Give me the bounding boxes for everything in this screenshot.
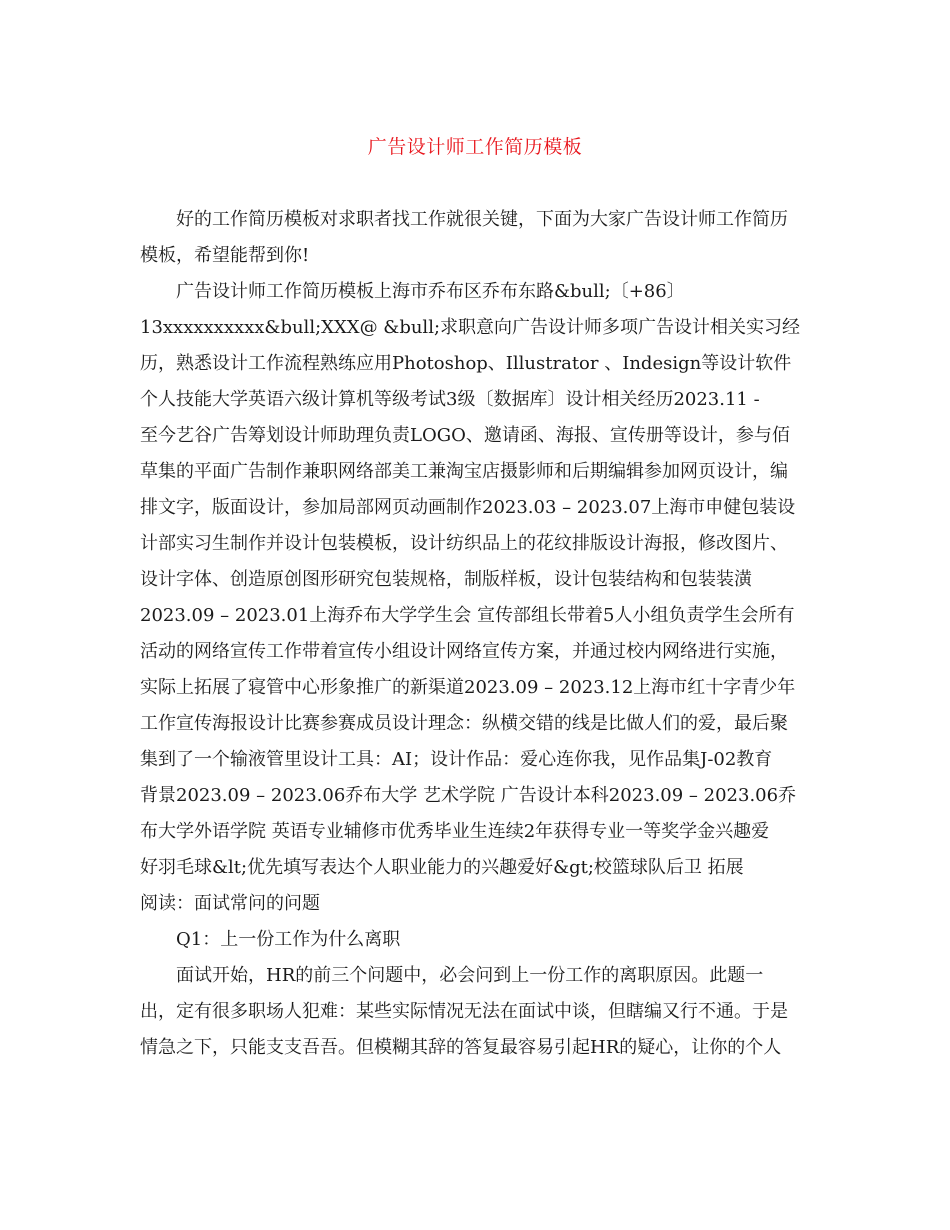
- paragraph-line: 实际上拓展了寝管中心形象推广的新渠道2023.09 – 2023.12上海市红十字青少年: [140, 677, 796, 698]
- paragraph-line: 计部实习生制作并设计包装模板，设计纺织品上的花纹排版设计海报，修改图片、: [140, 533, 788, 554]
- paragraph-line: 至今艺谷广告筹划设计师助理负责LOGO、邀请函、海报、宣传册等设计，参与佰: [140, 425, 790, 446]
- paragraph-line: 个人技能大学英语六级计算机等级考试3级〔数据库〕设计相关经历2023.11 -: [140, 389, 760, 410]
- paragraph-line: 背景2023.09 – 2023.06乔布大学 艺术学院 广告设计本科2023.09 – 2023.06乔: [140, 785, 797, 806]
- paragraph-line: 设计字体、创造原创图形研究包装规格，制版样板，设计包装结构和包装装潢: [140, 569, 752, 590]
- paragraph-line: 2023.09 – 2023.01上海乔布大学学生会 宣传部组长带着5人小组负责学生会所有: [140, 605, 795, 626]
- paragraph-line: 阅读：面试常问的问题: [140, 893, 320, 914]
- paragraph-line: 出，定有很多职场人犯难：某些实际情况无法在面试中谈，但瞎编又行不通。于是: [140, 1001, 788, 1022]
- paragraph-line: 排文字，版面设计，参加局部网页动画制作2023.03 – 2023.07上海市申健包装设: [140, 497, 796, 518]
- paragraph-line: 好羽毛球&lt;优先填写表达个人职业能力的兴趣爱好&gt;校篮球队后卫 拓展: [140, 857, 744, 878]
- paragraph-line: 面试开始，HR的前三个问题中，必会问到上一份工作的离职原因。此题一: [176, 965, 764, 986]
- paragraph-line: 草集的平面广告制作兼职网络部美工兼淘宝店摄影师和后期编辑参加网页设计，编: [140, 461, 788, 482]
- section-heading: Q1：上一份工作为什么离职: [176, 929, 401, 950]
- paragraph-line: 模板，希望能帮到你!: [140, 245, 310, 266]
- paragraph-line: 集到了一个输液管里设计工具：AI；设计作品：爱心连你我，见作品集J-02教育: [140, 749, 773, 770]
- document-title: 广告设计师工作简历模板: [367, 136, 583, 158]
- paragraph-line: 工作宣传海报设计比赛参赛成员设计理念：纵横交错的线是比做人们的爱，最后聚: [140, 713, 788, 734]
- paragraph-line: 好的工作简历模板对求职者找工作就很关键，下面为大家广告设计师工作简历: [176, 209, 788, 230]
- paragraph-line: 活动的网络宣传工作带着宣传小组设计网络宣传方案，并通过校内网络进行实施，: [140, 641, 788, 662]
- paragraph-line: 历，熟悉设计工作流程熟练应用Photoshop、Illustrator 、Indesign等设计软件: [140, 353, 792, 374]
- paragraph-line: 广告设计师工作简历模板上海市乔布区乔布东路&bull;〔+86〕: [176, 281, 685, 302]
- paragraph-line: 布大学外语学院 英语专业辅修市优秀毕业生连续2年获得专业一等奖学金兴趣爱: [140, 821, 770, 842]
- paragraph-line: 13xxxxxxxxxx&bull;XXX@ &bull;求职意向广告设计师多项广告设计相关实习经: [140, 317, 801, 338]
- paragraph-line: 情急之下，只能支支吾吾。但模糊其辞的答复最容易引起HR的疑心，让你的个人: [140, 1037, 782, 1058]
